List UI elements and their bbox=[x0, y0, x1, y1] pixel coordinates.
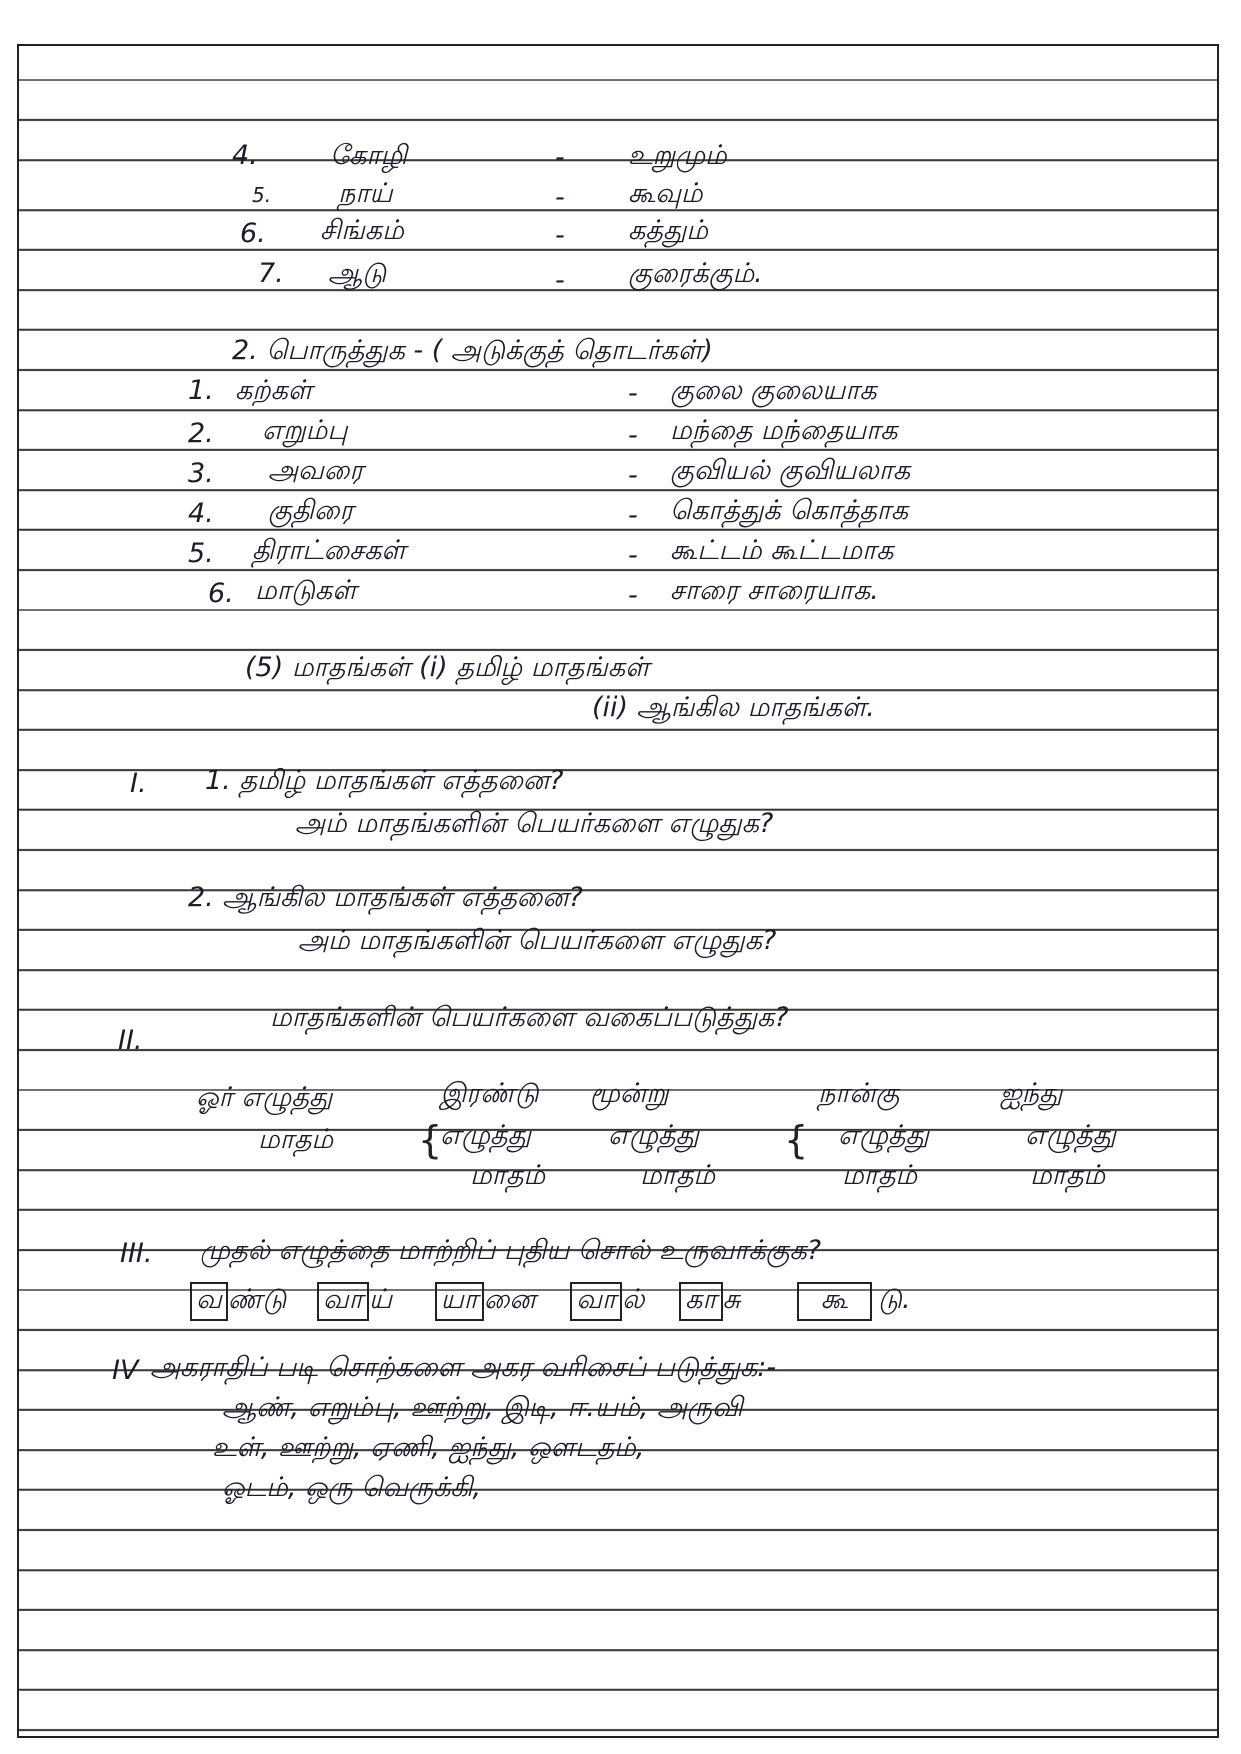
word-4 bbox=[570, 1284, 644, 1315]
match-1-row-5-num: 5. bbox=[252, 183, 272, 207]
section-2-marker: II. bbox=[118, 1025, 143, 1056]
match-1-row-4-dash: - bbox=[555, 142, 565, 173]
group-1-line-2: மாதம் bbox=[258, 1124, 334, 1155]
match-2-row-6-dash: - bbox=[628, 580, 638, 611]
match-1-row-5-right: கூவும் bbox=[628, 178, 703, 209]
group-5-line-1: ஐந்து bbox=[1000, 1078, 1063, 1109]
match-2-row-5-right: கூட்டம் கூட்டமாக bbox=[670, 535, 894, 566]
match-1-row-6-dash: - bbox=[555, 220, 565, 251]
match-1-row-4-right: உறுமும் bbox=[628, 140, 727, 171]
group-2-brace: { bbox=[418, 1118, 443, 1162]
word-6-first-letter: கூ bbox=[797, 1282, 872, 1321]
match-2-row-6-left: மாடுகள் bbox=[255, 575, 357, 606]
group-4-line-1: நான்கு bbox=[818, 1078, 900, 1109]
section-4-title: அகராதிப் படி சொற்களை அகர வரிசைப் படுத்துக:- bbox=[150, 1352, 777, 1383]
match-2-row-1-left: கற்கள் bbox=[235, 375, 313, 406]
match-2-row-5-num: 5. bbox=[188, 538, 214, 569]
match-1-row-5-dash: - bbox=[555, 182, 565, 213]
word-5-rest: சு bbox=[722, 1284, 741, 1315]
group-3-line-3: மாதம் bbox=[640, 1160, 716, 1191]
match-2-row-2-left: எறும்பு bbox=[262, 415, 348, 446]
word-6 bbox=[797, 1284, 911, 1315]
word-4-rest: ல் bbox=[622, 1284, 645, 1315]
word-6-rest: டு. bbox=[877, 1284, 911, 1315]
group-3-line-2: எழுத்து bbox=[608, 1120, 699, 1151]
group-5-line-3: மாதம் bbox=[1030, 1160, 1106, 1191]
match-1-row-7-left: ஆடு bbox=[328, 258, 387, 289]
word-4-first-letter: வா bbox=[570, 1282, 622, 1321]
word-5-first-letter: கா bbox=[679, 1282, 722, 1321]
section-4-marker: IV bbox=[112, 1355, 139, 1386]
match-1-row-5-left: நாய் bbox=[338, 178, 393, 209]
section-3-marker: III. bbox=[120, 1238, 153, 1269]
match-2-row-1-dash: - bbox=[628, 378, 638, 409]
section-3-title: முதல் எழுத்தை மாற்றிப் புதிய சொல் உருவாக்குக? bbox=[200, 1235, 822, 1266]
word-1 bbox=[190, 1284, 286, 1315]
group-2-line-2: எழுத்து bbox=[440, 1120, 531, 1151]
group-2-line-3: மாதம் bbox=[470, 1160, 546, 1191]
months-heading-line-1: (5) மாதங்கள் (i) தமிழ் மாதங்கள் bbox=[245, 652, 650, 683]
section-4-line-2: உள், ஊற்று, ஏணி, ஐந்து, ஒளடதம், bbox=[212, 1432, 645, 1463]
match-2-row-6-num: 6. bbox=[208, 578, 234, 609]
match-2-row-1-num: 1. bbox=[188, 375, 214, 406]
match-1-row-6-left: சிங்கம் bbox=[320, 215, 404, 246]
section-4-line-1: ஆண், எறும்பு, ஊற்று, இடி, ஈ.யம், அருவி bbox=[222, 1392, 743, 1423]
word-2-first-letter: வா bbox=[317, 1282, 369, 1321]
match-2-row-4-num: 4. bbox=[188, 498, 214, 529]
section-1-marker: I. bbox=[130, 768, 147, 799]
group-4-line-2: எழுத்து bbox=[838, 1120, 929, 1151]
match-1-row-6-right: கத்தும் bbox=[628, 215, 708, 246]
match-2-heading: 2. பொருத்துக - ( அடுக்குத் தொடர்கள்) bbox=[232, 335, 713, 366]
months-heading-line-2: (ii) ஆங்கில மாதங்கள். bbox=[592, 692, 875, 723]
section-1-question-2: 2. ஆங்கில மாதங்கள் எத்தனை? bbox=[188, 882, 583, 913]
word-5 bbox=[679, 1284, 740, 1315]
match-2-row-2-right: மந்தை மந்தையாக bbox=[670, 415, 898, 446]
match-2-row-3-left: அவரை bbox=[268, 455, 364, 486]
match-1-row-7-num: 7. bbox=[258, 258, 284, 289]
match-2-row-5-left: திராட்சைகள் bbox=[252, 535, 406, 566]
match-2-row-6-right: சாரை சாரையாக. bbox=[670, 575, 879, 606]
group-5-line-2: எழுத்து bbox=[1025, 1120, 1116, 1151]
match-1-row-7-right: குரைக்கும். bbox=[628, 258, 763, 289]
match-2-row-4-left: குதிரை bbox=[268, 495, 354, 526]
section-3-word-list bbox=[190, 1282, 911, 1321]
match-2-row-3-dash: - bbox=[628, 460, 638, 491]
match-1-row-4-num: 4. bbox=[232, 140, 258, 171]
match-2-row-3-right: குவியல் குவியலாக bbox=[670, 455, 911, 486]
match-2-row-4-right: கொத்துக் கொத்தாக bbox=[670, 495, 909, 526]
match-2-row-2-dash: - bbox=[628, 420, 638, 451]
word-2-rest: ய் bbox=[368, 1284, 393, 1315]
section-1-question-1: 1. தமிழ் மாதங்கள் எத்தனை? bbox=[205, 765, 564, 796]
group-2-line-1: இரண்டு bbox=[440, 1078, 539, 1109]
match-2-row-3-num: 3. bbox=[188, 458, 214, 489]
group-4-line-3: மாதம் bbox=[842, 1160, 918, 1191]
group-3-line-1: மூன்று bbox=[590, 1078, 669, 1109]
match-2-row-5-dash: - bbox=[628, 540, 638, 571]
match-1-row-7-dash: - bbox=[555, 265, 565, 296]
section-1-question-1-sub: அம் மாதங்களின் பெயர்களை எழுதுக? bbox=[295, 808, 774, 839]
word-1-rest: ண்டு bbox=[227, 1284, 287, 1315]
section-2-title: மாதங்களின் பெயர்களை வகைப்படுத்துக? bbox=[270, 1002, 789, 1033]
match-1-row-6-num: 6. bbox=[240, 218, 266, 249]
section-1-question-2-sub: அம் மாதங்களின் பெயர்களை எழுதுக? bbox=[298, 925, 777, 956]
match-2-row-2-num: 2. bbox=[188, 418, 214, 449]
word-3 bbox=[435, 1284, 536, 1315]
match-1-row-4-left: கோழி bbox=[330, 140, 408, 171]
group-1-line-1: ஓர் எழுத்து bbox=[196, 1082, 333, 1113]
match-2-row-4-dash: - bbox=[628, 500, 638, 531]
group-4-brace: { bbox=[784, 1118, 809, 1162]
word-1-first-letter: வ bbox=[190, 1282, 228, 1321]
match-2-row-1-right: குலை குலையாக bbox=[670, 375, 877, 406]
word-3-rest: னை bbox=[483, 1284, 536, 1315]
word-3-first-letter: யா bbox=[435, 1282, 484, 1321]
word-2 bbox=[317, 1284, 392, 1315]
section-4-line-3: ஓடம், ஒரு வெருக்கி, bbox=[222, 1472, 482, 1503]
